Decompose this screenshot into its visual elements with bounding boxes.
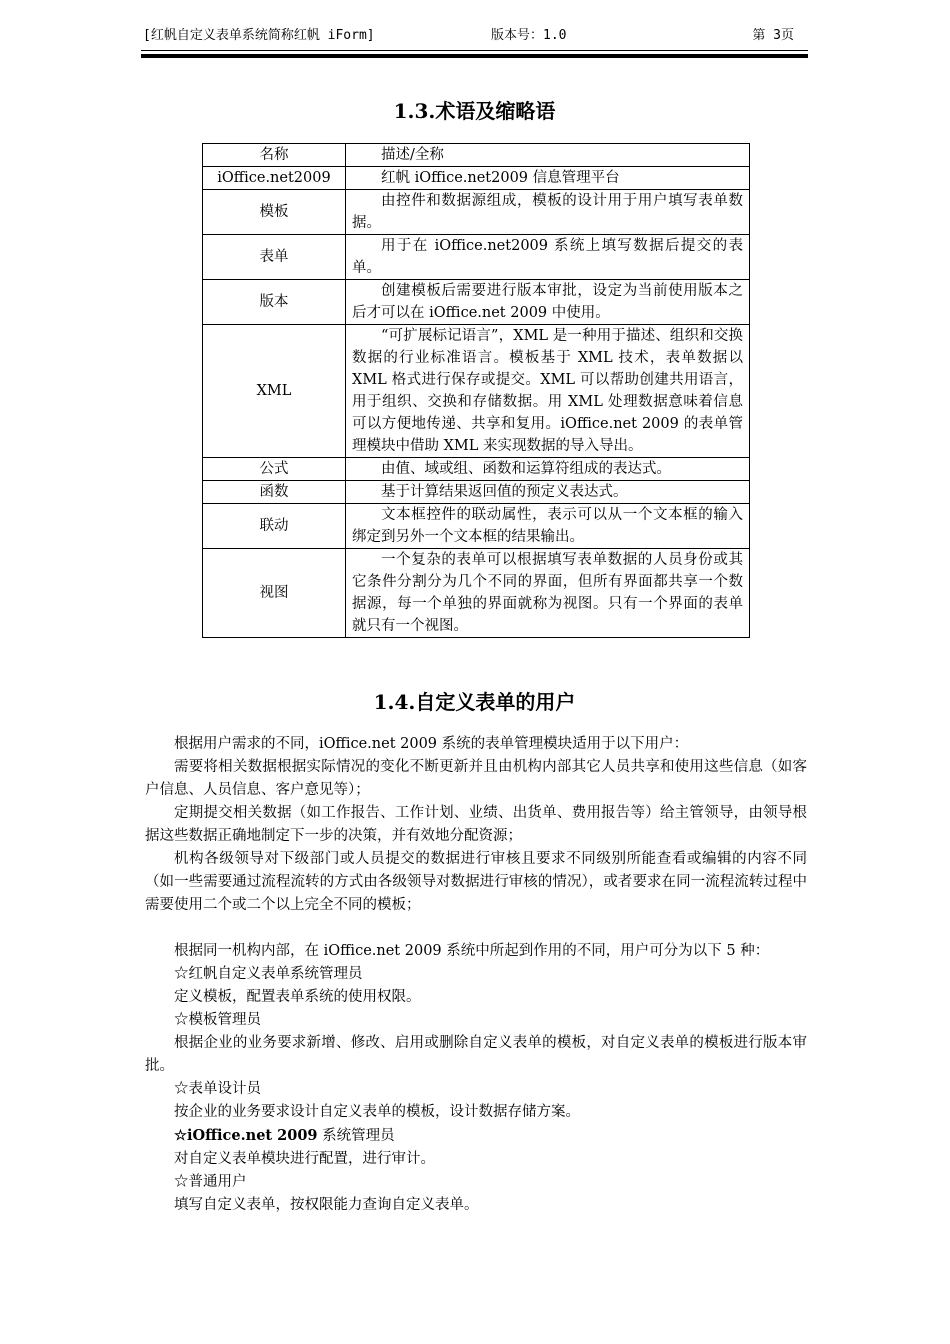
role-desc: 对自定义表单模块进行配置，进行审计。 (174, 1151, 435, 1167)
header-rule-thick (141, 54, 808, 58)
paragraph: 需要将相关数据根据实际情况的变化不断更新并且由机构内部其它人员共享和使用这些信息（如客户信息、人员信息、客户意见等）； (145, 759, 807, 798)
role-title (145, 1124, 807, 1148)
term-desc: “可扩展标记语言”，XML 是一种用于描述、组织和交换数据的行业标准语言。模板基于 XML 技术，表单数据以 XML 格式进行保存或提交。XML 可以帮助创建共用语言，用于组织、交换和存储数据。用 XML 处理数据意味着信息可以方便地传递、共享和复用。iOffice.net 2009 的表单管理模块中借助 XML 来实现数据的导入导出。 (346, 325, 750, 458)
col-header-name: 名称 (203, 144, 346, 167)
table-row (203, 504, 750, 549)
section-heading-users: 1.4.自定义表单的用户 (373, 690, 576, 714)
table-row (203, 190, 750, 235)
term-desc: 由控件和数据源组成，模板的设计用于用户填写表单数据。 (346, 190, 750, 235)
paragraph: 根据同一机构内部，在 iOffice.net 2009 系统中所起到作用的不同，用户可分为以下 5 种： (174, 943, 770, 959)
term-desc: 一个复杂的表单可以根据填写表单数据的人员身份或其它条件分割分为几个不同的界面，但所有界面都共享一个数据源，每一个单独的界面就称为视图。只有一个界面的表单就只有一个视图。 (346, 549, 750, 638)
paragraph: 定期提交相关数据（如工作报告、工作计划、业绩、出货单、费用报告等）给主管领导，由领导根据这些数据正确地制定下一步的决策，并有效地分配资源； (145, 805, 807, 844)
term-name: XML (203, 325, 346, 458)
term-desc: 创建模板后需要进行版本审批，设定为当前使用版本之后才可以在 iOffice.net 2009 中使用。 (346, 280, 750, 325)
table-row (203, 167, 750, 190)
term-desc: 由值、域或组、函数和运算符组成的表达式。 (346, 458, 750, 481)
role-desc: 定义模板，配置表单系统的使用权限。 (174, 989, 421, 1005)
role-title-bold: ☆iOffice.net 2009 (174, 1127, 318, 1144)
section-heading-terms: 1.3.术语及缩略语 (393, 99, 556, 123)
section-users-body (145, 733, 807, 1217)
role-title-rest: 系统管理员 (317, 1128, 395, 1144)
role-desc: 按企业的业务要求设计自定义表单的模板，设计数据存储方案。 (174, 1104, 580, 1120)
table-row (203, 458, 750, 481)
table-row (203, 280, 750, 325)
role-desc: 根据企业的业务要求新增、修改、启用或删除自定义表单的模板，对自定义表单的模板进行版本审批。 (145, 1035, 807, 1074)
table-row (203, 325, 750, 458)
role-title: ☆表单设计员 (174, 1081, 261, 1097)
term-name: 模板 (203, 190, 346, 235)
paragraph: 根据用户需求的不同，iOffice.net 2009 系统的表单管理模块适用于以下用户： (174, 736, 689, 752)
role-title: ☆红帆自定义表单系统管理员 (174, 966, 363, 982)
table-row (203, 235, 750, 280)
term-desc: 用于在 iOffice.net2009 系统上填写数据后提交的表单。 (346, 235, 750, 280)
term-name: 版本 (203, 280, 346, 325)
term-desc: 红帆 iOffice.net2009 信息管理平台 (346, 167, 750, 190)
term-name: 函数 (203, 481, 346, 504)
header-doc-title: [红帆自定义表单系统简称红帆 iForm] (143, 28, 375, 43)
table-row (203, 549, 750, 638)
paragraph: 机构各级领导对下级部门或人员提交的数据进行审核且要求不同级别所能查看或编辑的内容不同（如一些需要通过流程流转的方式由各级领导对数据进行审核的情况），或者要求在同一流程流转过程中需要使用二个或二个以上完全不同的模板； (145, 851, 807, 913)
header-version: 版本号：1.0 (491, 28, 567, 43)
term-name: iOffice.net2009 (203, 167, 346, 190)
table-row (203, 481, 750, 504)
terms-table (202, 143, 750, 638)
header-rule-thin (141, 50, 808, 51)
table-header-row (203, 144, 750, 167)
term-name: 视图 (203, 549, 346, 638)
term-name: 公式 (203, 458, 346, 481)
role-desc: 填写自定义表单，按权限能力查询自定义表单。 (174, 1197, 479, 1213)
term-desc: 基于计算结果返回值的预定义表达式。 (346, 481, 750, 504)
col-header-desc: 描述/全称 (346, 144, 750, 167)
page-header (143, 24, 808, 46)
role-title: ☆模板管理员 (174, 1012, 261, 1028)
term-name: 联动 (203, 504, 346, 549)
term-name: 表单 (203, 235, 346, 280)
role-title: ☆普通用户 (174, 1174, 247, 1190)
term-desc: 文本框控件的联动属性，表示可以从一个文本框的输入绑定到另外一个文本框的结果输出。 (346, 504, 750, 549)
header-page-number: 第 3页 (752, 28, 794, 43)
